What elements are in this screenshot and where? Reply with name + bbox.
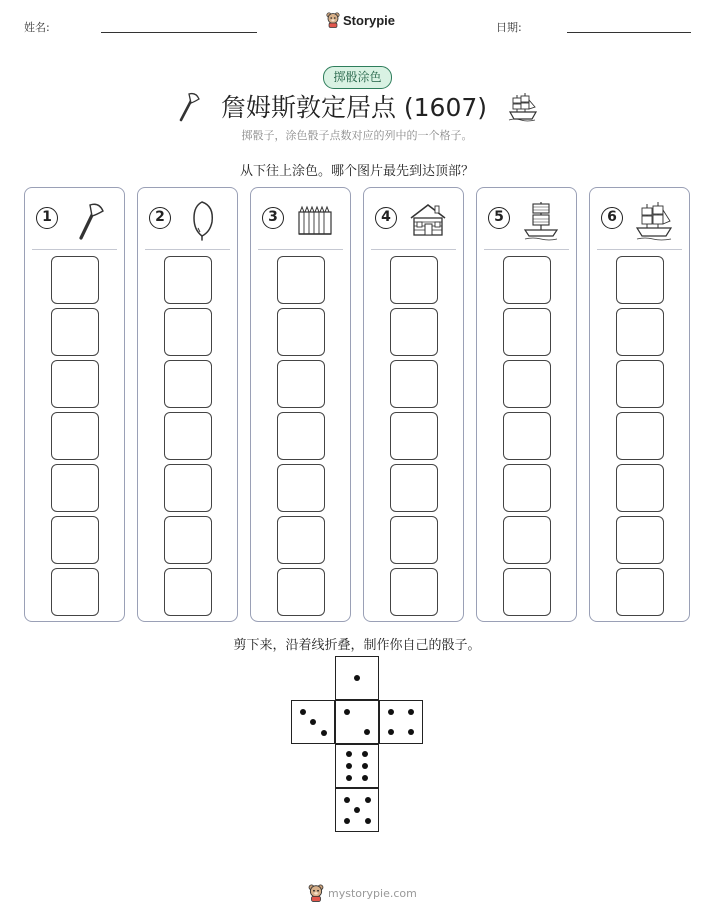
coloring-cell[interactable] bbox=[164, 568, 212, 616]
coloring-cell[interactable] bbox=[616, 360, 664, 408]
column-number: 3 bbox=[262, 207, 284, 229]
bear-mascot-icon bbox=[308, 884, 324, 902]
column-header bbox=[477, 188, 576, 250]
dice-face bbox=[335, 656, 379, 700]
coloring-cell[interactable] bbox=[277, 256, 325, 304]
subtitle: 掷骰子，涂色骰子点数对应的列中的一个格子。 bbox=[241, 129, 473, 142]
coloring-cell[interactable] bbox=[277, 464, 325, 512]
column-3 bbox=[250, 187, 351, 622]
dice-pip bbox=[365, 797, 371, 803]
dice-face bbox=[335, 700, 379, 744]
coloring-cell[interactable] bbox=[616, 464, 664, 512]
coloring-cell[interactable] bbox=[616, 308, 664, 356]
coloring-cell[interactable] bbox=[503, 568, 551, 616]
column-divider bbox=[484, 249, 569, 250]
coloring-cell[interactable] bbox=[51, 516, 99, 564]
coloring-cell[interactable] bbox=[390, 516, 438, 564]
tall-ship-icon bbox=[634, 198, 674, 242]
coloring-cell[interactable] bbox=[503, 516, 551, 564]
dice-pip bbox=[344, 818, 350, 824]
sailboat-icon bbox=[521, 198, 561, 242]
coloring-cell[interactable] bbox=[503, 464, 551, 512]
column-header bbox=[25, 188, 124, 250]
dice-columns bbox=[24, 187, 700, 624]
dice-pip bbox=[388, 709, 394, 715]
column-number: 4 bbox=[375, 207, 397, 229]
column-divider bbox=[145, 249, 230, 250]
coloring-cell[interactable] bbox=[164, 360, 212, 408]
coloring-cell[interactable] bbox=[390, 360, 438, 408]
dice-pip bbox=[300, 709, 306, 715]
coloring-cell[interactable] bbox=[277, 412, 325, 460]
column-5 bbox=[476, 187, 577, 622]
coloring-cell[interactable] bbox=[51, 568, 99, 616]
column-divider bbox=[597, 249, 682, 250]
tall-ship-icon bbox=[507, 90, 539, 122]
column-divider bbox=[258, 249, 343, 250]
date-line[interactable] bbox=[567, 32, 691, 33]
title-row bbox=[0, 88, 714, 124]
dice-face bbox=[379, 700, 423, 744]
log-cabin-icon bbox=[408, 198, 448, 242]
name-line[interactable] bbox=[101, 32, 257, 33]
coloring-cell[interactable] bbox=[164, 464, 212, 512]
coloring-cell[interactable] bbox=[503, 256, 551, 304]
coloring-cell[interactable] bbox=[164, 256, 212, 304]
coloring-cell[interactable] bbox=[390, 256, 438, 304]
column-2 bbox=[137, 187, 238, 622]
coloring-cell[interactable] bbox=[616, 256, 664, 304]
column-number: 1 bbox=[36, 207, 58, 229]
dice-face bbox=[291, 700, 335, 744]
coloring-cell[interactable] bbox=[277, 308, 325, 356]
column-number: 2 bbox=[149, 207, 171, 229]
dice-pip bbox=[365, 818, 371, 824]
dice-pip bbox=[408, 709, 414, 715]
coloring-cell[interactable] bbox=[51, 256, 99, 304]
cut-instruction: 剪下来，沿着线折叠，制作你自己的骰子。 bbox=[233, 638, 481, 653]
bear-mascot-icon bbox=[326, 12, 340, 28]
coloring-cell[interactable] bbox=[164, 412, 212, 460]
palisade-fence-icon bbox=[295, 198, 335, 242]
axe-icon bbox=[175, 90, 201, 122]
column-header bbox=[364, 188, 463, 250]
dice-pip bbox=[310, 719, 316, 725]
column-1 bbox=[24, 187, 125, 622]
column-6 bbox=[589, 187, 690, 622]
dice-pip bbox=[408, 729, 414, 735]
dice-pip bbox=[362, 763, 368, 769]
dice-pip bbox=[321, 730, 327, 736]
dice-pip bbox=[364, 729, 370, 735]
coloring-cell[interactable] bbox=[616, 516, 664, 564]
storypie-logo bbox=[326, 12, 395, 28]
dice-pip bbox=[362, 751, 368, 757]
brand-name: Storypie bbox=[343, 12, 396, 28]
column-divider bbox=[371, 249, 456, 250]
column-header bbox=[251, 188, 350, 250]
name-label: 姓名: bbox=[24, 21, 50, 34]
instruction-text: 从下往上涂色。哪个图片最先到达顶部？ bbox=[239, 164, 474, 179]
column-number: 5 bbox=[488, 207, 510, 229]
column-header bbox=[138, 188, 237, 250]
dice-pip bbox=[354, 807, 360, 813]
coloring-cell[interactable] bbox=[503, 360, 551, 408]
coloring-cell[interactable] bbox=[277, 568, 325, 616]
coloring-cell[interactable] bbox=[616, 412, 664, 460]
coloring-cell[interactable] bbox=[390, 412, 438, 460]
dice-pip bbox=[346, 775, 352, 781]
coloring-cell[interactable] bbox=[277, 516, 325, 564]
activity-badge: 掷骰涂色 bbox=[323, 66, 392, 89]
coloring-cell[interactable] bbox=[277, 360, 325, 408]
dice-pip bbox=[346, 763, 352, 769]
date-label: 日期: bbox=[496, 21, 522, 34]
page-title: 詹姆斯敦定居点 (1607) bbox=[220, 93, 488, 122]
coloring-cell[interactable] bbox=[616, 568, 664, 616]
dice-face bbox=[335, 788, 379, 832]
dice-pip bbox=[388, 729, 394, 735]
dice-pip bbox=[354, 675, 360, 681]
column-number: 6 bbox=[601, 207, 623, 229]
coloring-cell[interactable] bbox=[390, 308, 438, 356]
coloring-cell[interactable] bbox=[503, 412, 551, 460]
dice-pip bbox=[362, 775, 368, 781]
column-divider bbox=[32, 249, 117, 250]
footer-url: mystorypie.com bbox=[328, 886, 417, 900]
coloring-cell[interactable] bbox=[164, 516, 212, 564]
dice-face bbox=[335, 744, 379, 788]
coloring-cell[interactable] bbox=[51, 308, 99, 356]
dice-pip bbox=[346, 751, 352, 757]
coloring-cell[interactable] bbox=[503, 308, 551, 356]
axe-icon bbox=[69, 198, 109, 242]
footer bbox=[308, 884, 417, 902]
dice-pip bbox=[344, 709, 350, 715]
coloring-cell[interactable] bbox=[51, 412, 99, 460]
dice-pip bbox=[344, 797, 350, 803]
coloring-cell[interactable] bbox=[164, 308, 212, 356]
column-4 bbox=[363, 187, 464, 622]
coloring-cell[interactable] bbox=[51, 360, 99, 408]
coloring-cell[interactable] bbox=[390, 568, 438, 616]
coloring-cell[interactable] bbox=[390, 464, 438, 512]
column-header bbox=[590, 188, 689, 250]
coloring-cell[interactable] bbox=[51, 464, 99, 512]
feather-icon bbox=[182, 198, 222, 242]
